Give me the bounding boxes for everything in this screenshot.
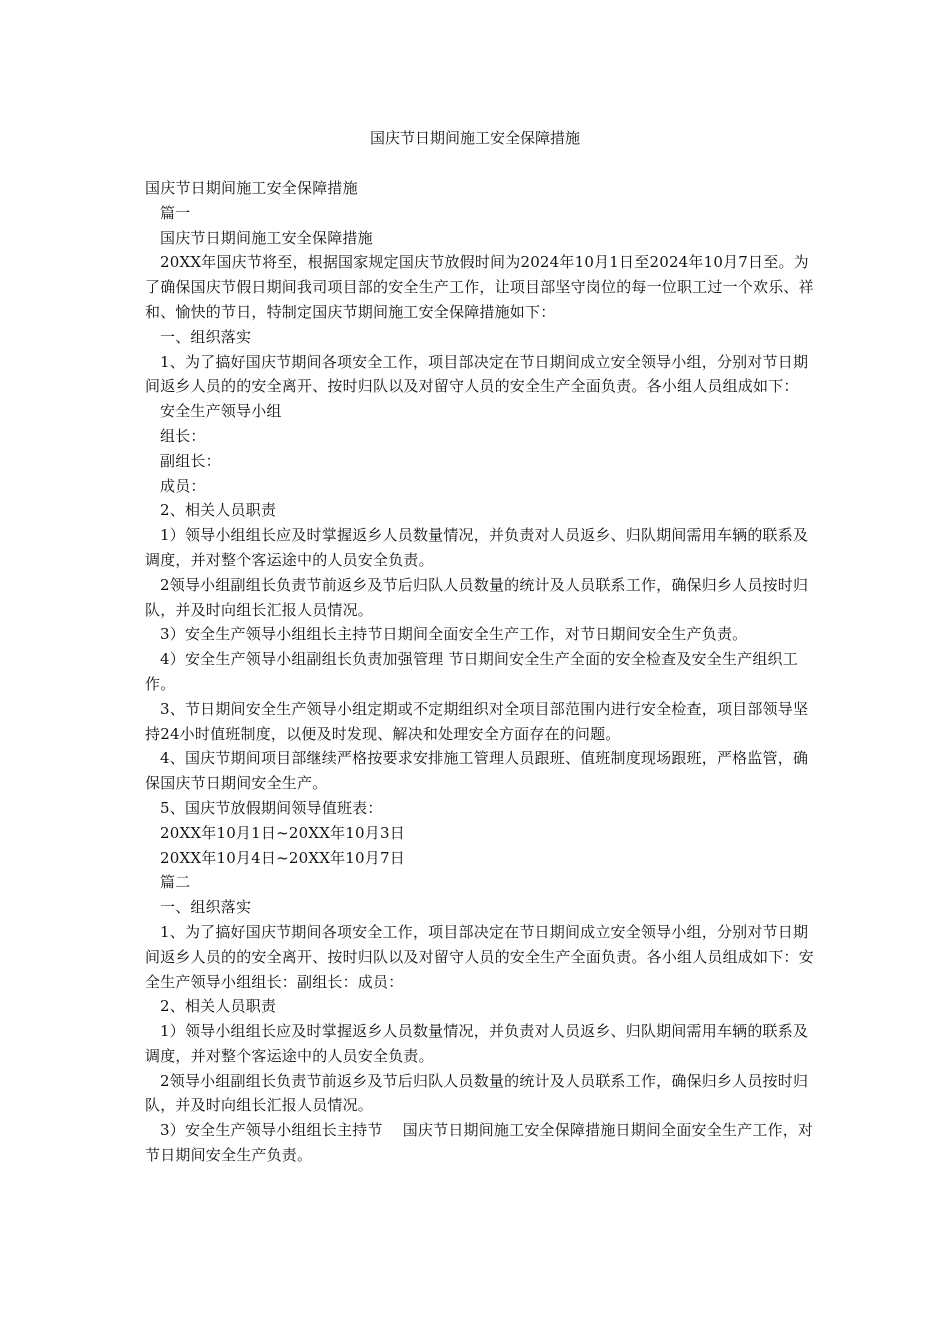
paragraph: 5、国庆节放假期间领导值班表： (160, 798, 383, 817)
paragraph: 4）安全生产领导小组副组长负责加强管理 节日期间安全生产全面的安全检查及安全生产组织工作。 (145, 650, 798, 693)
paragraph: 3、节日期间安全生产领导小组定期或不定期组织对全项目部范围内进行安全检查，项目部领导坚持24小时值班制度，以便及时发现、解决和处理安全方面存在的问题。 (145, 699, 809, 743)
paragraph: 2领导小组副组长负责节前返乡及节后归队人员数量的统计及人员联系工作，确保归乡人员按时归队，并及时向组长汇报人员情况。 (145, 1071, 809, 1115)
paragraph: 副组长： (160, 451, 221, 470)
paragraph: 一、组织落实 (160, 327, 252, 346)
paragraph: 安全生产领导小组 (160, 402, 282, 421)
paragraph: 篇一 (160, 203, 191, 222)
paragraph: 篇二 (160, 873, 191, 892)
paragraph: 国庆节日期间施工安全保障措施 (145, 179, 358, 197)
paragraph: 组长： (160, 426, 206, 445)
paragraph: 1）领导小组组长应及时掌握返乡人员数量情况，并负责对人员返乡、归队期间需用车辆的联系及调度，并对整个客运途中的人员安全负责。 (145, 526, 809, 569)
paragraph: 成员： (160, 476, 206, 495)
paragraph: 一、组织落实 (160, 898, 252, 917)
document-title: 国庆节日期间施工安全保障措施 (369, 129, 580, 147)
paragraph: 20XX年10月1日~20XX年10月3日 (160, 823, 405, 842)
paragraph: 1、为了搞好国庆节期间各项安全工作，项目部决定在节日期间成立安全领导小组，分别对节日期间返乡人员的的安全离开、按时归队以及对留守人员的安全生产全面负责。各小组人员组成如下：安全生产领导小组组长：副组长：成员： (145, 922, 814, 991)
paragraph: 国庆节日期间施工安全保障措施 (160, 228, 373, 247)
paragraph: 20XX年10月4日~20XX年10月7日 (160, 848, 405, 867)
paragraph: 2、相关人员职责 (160, 997, 277, 1016)
paragraph: 3）安全生产领导小组组长主持节日期间全面安全生产工作，对节日期间安全生产负责。 (160, 625, 748, 644)
document-body (145, 176, 817, 1168)
paragraph: 1）领导小组组长应及时掌握返乡人员数量情况，并负责对人员返乡、归队期间需用车辆的联系及调度，并对整个客运途中的人员安全负责。 (145, 1022, 809, 1065)
paragraph: 1、为了搞好国庆节期间各项安全工作，项目部决定在节日期间成立安全领导小组，分别对节日期间返乡人员的的安全离开、按时归队以及对留守人员的安全生产全面负责。各小组人员组成如下： (145, 352, 809, 396)
paragraph: 2、相关人员职责 (160, 501, 277, 520)
paragraph: 4、国庆节期间项目部继续严格按要求安排施工管理人员跟班、值班制度现场跟班，严格监管，确保国庆节日期间安全生产。 (145, 749, 809, 793)
paragraph: 2领导小组副组长负责节前返乡及节后归队人员数量的统计及人员联系工作，确保归乡人员按时归队，并及时向组长汇报人员情况。 (145, 575, 809, 619)
paragraph: 20XX年国庆节将至，根据国家规定国庆节放假时间为2024年10月1日至2024年10月7日至。为了确保国庆节假日期间我司项目部的安全生产工作，让项目部坚守岗位的每一位职工过一个欢乐、祥和、愉快的节日，特制定国庆节期间施工安全保障措施如下： (145, 253, 814, 321)
paragraph: 3）安全生产领导小组组长主持节 国庆节日期间施工安全保障措施日期间全面安全生产工作，对节日期间安全生产负责。 (145, 1121, 814, 1165)
